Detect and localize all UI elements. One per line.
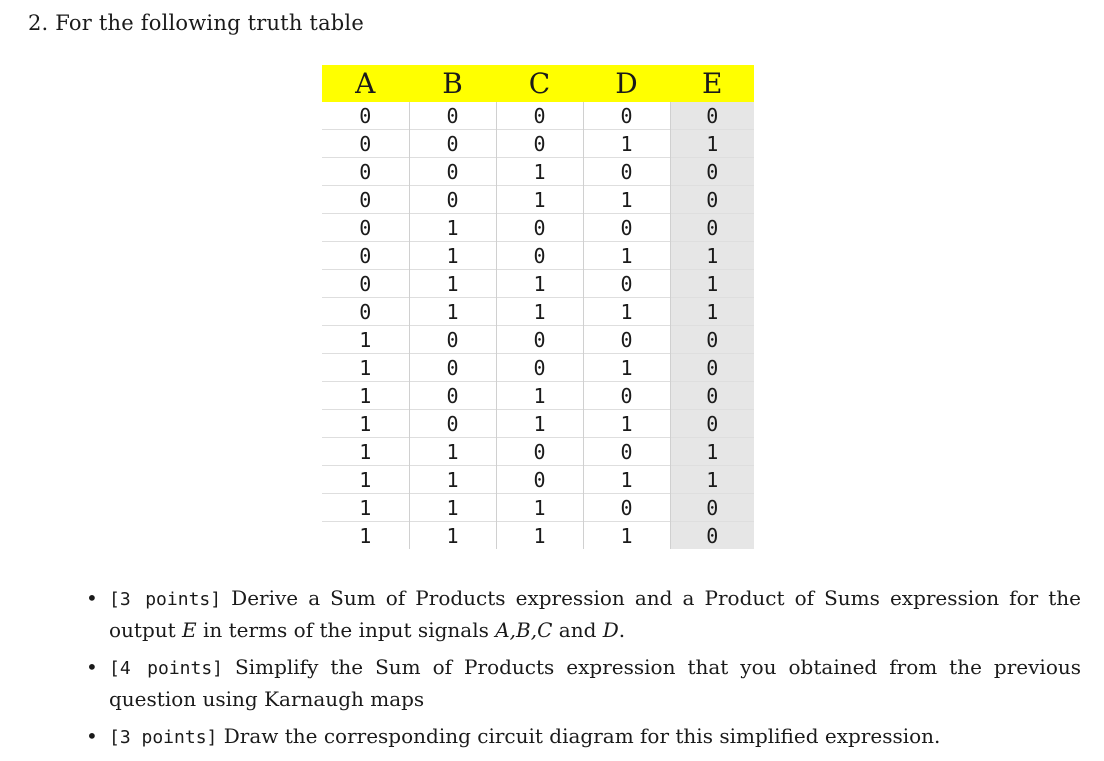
cell-b: 0 <box>409 382 496 410</box>
cell-b: 1 <box>409 466 496 494</box>
table-row <box>322 522 754 550</box>
cell-d: 0 <box>583 270 670 298</box>
cell-b: 0 <box>409 158 496 186</box>
cell-e: 1 <box>670 270 754 298</box>
cell-c: 0 <box>496 354 583 382</box>
header-a: A <box>322 65 409 102</box>
cell-c: 1 <box>496 270 583 298</box>
variable-e: E <box>182 618 197 642</box>
cell-b: 1 <box>409 438 496 466</box>
table-row <box>322 494 754 522</box>
cell-c: 0 <box>496 326 583 354</box>
cell-c: 1 <box>496 410 583 438</box>
table-row <box>322 410 754 438</box>
table-row <box>322 466 754 494</box>
cell-d: 1 <box>583 242 670 270</box>
task-item <box>86 721 1081 753</box>
cell-c: 0 <box>496 438 583 466</box>
cell-e: 0 <box>670 214 754 242</box>
cell-d: 1 <box>583 298 670 326</box>
cell-d: 1 <box>583 130 670 158</box>
task-text: . <box>618 618 626 642</box>
cell-b: 0 <box>409 326 496 354</box>
cell-e: 1 <box>670 298 754 326</box>
cell-a: 0 <box>322 186 409 214</box>
cell-e: 0 <box>670 382 754 410</box>
cell-c: 0 <box>496 466 583 494</box>
header-e: E <box>670 65 754 102</box>
task-points: [4 points] <box>109 658 224 679</box>
cell-d: 1 <box>583 410 670 438</box>
task-item <box>86 583 1081 645</box>
truth-table <box>322 65 754 549</box>
table-row <box>322 354 754 382</box>
cell-d: 1 <box>583 354 670 382</box>
table-row <box>322 186 754 214</box>
table-row <box>322 298 754 326</box>
cell-a: 1 <box>322 438 409 466</box>
cell-d: 0 <box>583 382 670 410</box>
cell-c: 1 <box>496 522 583 550</box>
cell-a: 0 <box>322 130 409 158</box>
table-row <box>322 270 754 298</box>
header-c: C <box>496 65 583 102</box>
cell-c: 1 <box>496 158 583 186</box>
bullet-icon: • <box>86 655 98 679</box>
task-points: [3 points] <box>109 589 222 610</box>
cell-a: 0 <box>322 298 409 326</box>
cell-a: 1 <box>322 326 409 354</box>
table-row <box>322 242 754 270</box>
cell-a: 0 <box>322 214 409 242</box>
task-text: Derive a Sum of Products expression and a Product of Sums expression for the output <box>109 586 1082 642</box>
cell-e: 0 <box>670 354 754 382</box>
cell-e: 0 <box>670 158 754 186</box>
cell-e: 0 <box>670 410 754 438</box>
table-row <box>322 438 754 466</box>
bullet-icon: • <box>86 586 98 610</box>
cell-a: 0 <box>322 242 409 270</box>
variables-abc: A,B,C <box>495 618 553 642</box>
cell-a: 1 <box>322 354 409 382</box>
task-text: Simplify the Sum of Products expression that you obtained from the previous question using Karnaugh maps <box>109 655 1082 711</box>
cell-d: 1 <box>583 522 670 550</box>
question-heading: 2. For the following truth table <box>28 11 364 35</box>
cell-b: 1 <box>409 270 496 298</box>
cell-a: 1 <box>322 466 409 494</box>
cell-b: 0 <box>409 354 496 382</box>
table-row <box>322 102 754 130</box>
cell-a: 0 <box>322 158 409 186</box>
cell-d: 1 <box>583 186 670 214</box>
table-row <box>322 130 754 158</box>
cell-d: 0 <box>583 326 670 354</box>
table-row <box>322 382 754 410</box>
cell-b: 1 <box>409 214 496 242</box>
bullet-icon: • <box>86 724 98 748</box>
cell-d: 1 <box>583 466 670 494</box>
variable-d: D <box>602 618 619 642</box>
cell-a: 1 <box>322 382 409 410</box>
cell-d: 0 <box>583 214 670 242</box>
cell-b: 1 <box>409 494 496 522</box>
task-item <box>86 652 1081 714</box>
cell-d: 0 <box>583 158 670 186</box>
cell-a: 1 <box>322 410 409 438</box>
cell-b: 0 <box>409 130 496 158</box>
cell-e: 1 <box>670 130 754 158</box>
cell-c: 0 <box>496 102 583 130</box>
task-list <box>86 583 1081 760</box>
cell-b: 0 <box>409 186 496 214</box>
task-text: in terms of the input signals <box>196 618 496 642</box>
cell-a: 0 <box>359 103 372 128</box>
task-text: Draw the corresponding circuit diagram for this simplified expression. <box>217 724 941 748</box>
cell-b: 1 <box>409 298 496 326</box>
cell-b: 0 <box>409 410 496 438</box>
cell-d: 0 <box>583 494 670 522</box>
cell-b: 1 <box>409 242 496 270</box>
cell-b: 1 <box>409 522 496 550</box>
cell-d: 0 <box>583 438 670 466</box>
truth-table-body <box>322 102 754 549</box>
truth-table-header-row <box>322 65 754 102</box>
cell-d: 0 <box>583 102 670 130</box>
table-row <box>322 214 754 242</box>
cell-e: 1 <box>670 242 754 270</box>
cell-c: 1 <box>496 298 583 326</box>
cell-c: 0 <box>496 242 583 270</box>
table-row <box>322 158 754 186</box>
header-b: B <box>409 65 496 102</box>
cell-a: 1 <box>322 494 409 522</box>
cell-a: 0 <box>322 270 409 298</box>
cell-e: 1 <box>670 466 754 494</box>
task-points: [3 points] <box>109 727 218 748</box>
cell-c: 0 <box>496 130 583 158</box>
cell-b: 0 <box>409 102 496 130</box>
cell-c: 0 <box>496 214 583 242</box>
cell-c: 1 <box>496 382 583 410</box>
cell-c: 1 <box>496 494 583 522</box>
cell-e: 0 <box>670 522 754 550</box>
cell-c: 1 <box>496 186 583 214</box>
task-text: and <box>552 618 603 642</box>
cell-e: 0 <box>670 102 754 130</box>
cell-e: 0 <box>670 494 754 522</box>
cell-a: 1 <box>322 522 409 550</box>
cell-e: 0 <box>670 186 754 214</box>
cell-e: 1 <box>670 438 754 466</box>
header-d: D <box>583 65 670 102</box>
cell-e: 0 <box>670 326 754 354</box>
table-row <box>322 326 754 354</box>
